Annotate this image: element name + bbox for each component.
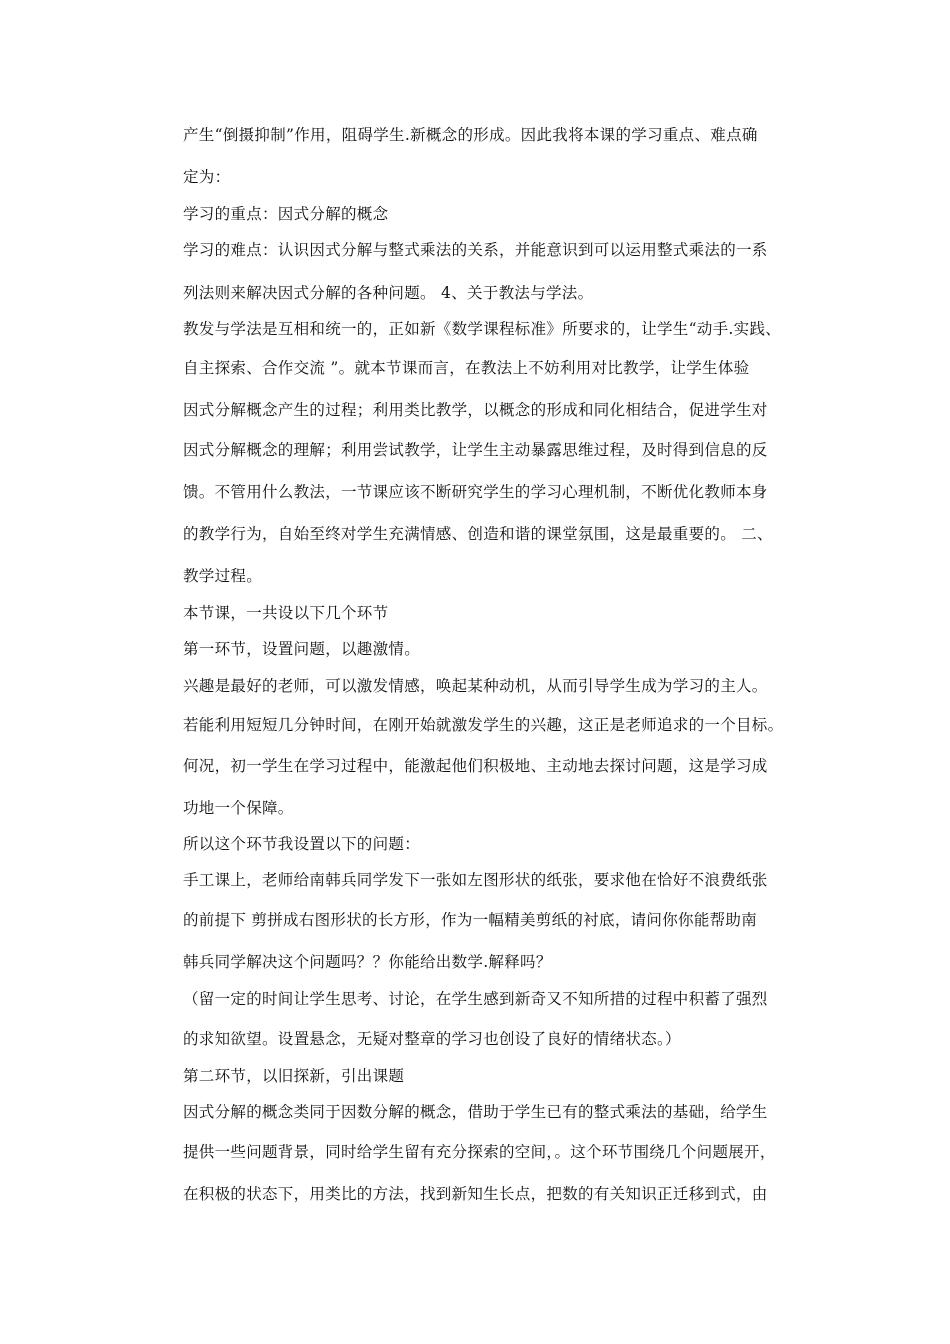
- text-line: 提供一些问题背景，同时给学生留有充分探索的空间，。这个环节围绕几个问题展开，: [183, 1143, 776, 1161]
- text-line: 功地一个保障。: [183, 799, 294, 817]
- text-line: 教学过程。: [183, 567, 263, 585]
- text-line: 兴趣是最好的老师，可以激发情感，唤起某种动机，从而引导学生成为学习的主人。: [183, 677, 768, 695]
- text-line: 韩兵同学解决这个问题吗？？你能给出数学.解释吗？: [183, 953, 552, 971]
- text-line: 学习的重点：因式分解的概念: [183, 205, 389, 223]
- text-line: 本节课，一共设以下几个环节: [183, 604, 389, 622]
- text-line: 教发与学法是互相和统一的，正如新《数学课程标准》所要求的，让学生“动手.实践、: [183, 320, 782, 338]
- text-line: 列法则来解决因式分解的各种问题。 4、关于教法与学法。: [183, 284, 594, 302]
- text-line: 因式分解的概念类同于因数分解的概念，借助于学生已有的整式乘法的基础，给学生: [183, 1103, 768, 1121]
- text-line: 馈。不管用什么教法，一节课应该不断研究学生的学习心理机制，不断优化教师本身: [183, 483, 768, 501]
- text-line: 自主探索、合作交流 ”。就本节课而言，在教法上不妨利用对比教学，让学生体验: [183, 359, 750, 377]
- text-line: 若能利用短短几分钟时间，在刚开始就激发学生的兴趣，这正是老师追求的一个目标。: [183, 716, 784, 734]
- text-line: 的前提下 剪拼成右图形状的长方形，作为一幅精美剪纸的衬底，请问你你能帮助南: [183, 911, 758, 929]
- text-line: 在积极的状态下，用类比的方法，找到新知生长点，把数的有关知识正迁移到式，由: [183, 1185, 768, 1203]
- text-line: （留一定的时间让学生思考、讨论，在学生感到新奇又不知所措的过程中积蓄了强烈: [183, 990, 768, 1008]
- text-line: 第一环节，设置问题，以趣激情。: [183, 640, 421, 658]
- text-line: 产生“倒摄抑制”作用，阻碍学生.新概念的形成。因此我将本课的学习重点、难点确: [183, 126, 758, 144]
- text-line: 所以这个环节我设置以下的问题：: [183, 835, 421, 853]
- text-line: 的教学行为，自始至终对学生充满情感、创造和谐的课堂氛围，这是最重要的。 二、: [183, 525, 773, 543]
- text-line: 第二环节，以旧探新，引出课题: [183, 1067, 405, 1085]
- text-line: 何况，初一学生在学习过程中，能激起他们积极地、主动地去探讨问题，这是学习成: [183, 757, 768, 775]
- text-line: 学习的难点：认识因式分解与整式乘法的关系，并能意识到可以运用整式乘法的一系: [183, 241, 768, 259]
- text-line: 因式分解概念产生的过程；利用类比教学，以概念的形成和同化相结合，促进学生对: [183, 401, 768, 419]
- text-line: 因式分解概念的理解；利用尝试教学，让学生主动暴露思维过程，及时得到信息的反: [183, 441, 768, 459]
- text-line: 的求知欲望。设置悬念，无疑对整章的学习也创设了良好的情绪状态。）: [183, 1030, 681, 1048]
- text-line: 手工课上，老师给南韩兵同学发下一张如左图形状的纸张，要求他在恰好不浪费纸张: [183, 871, 768, 889]
- text-line: 定为：: [183, 168, 231, 186]
